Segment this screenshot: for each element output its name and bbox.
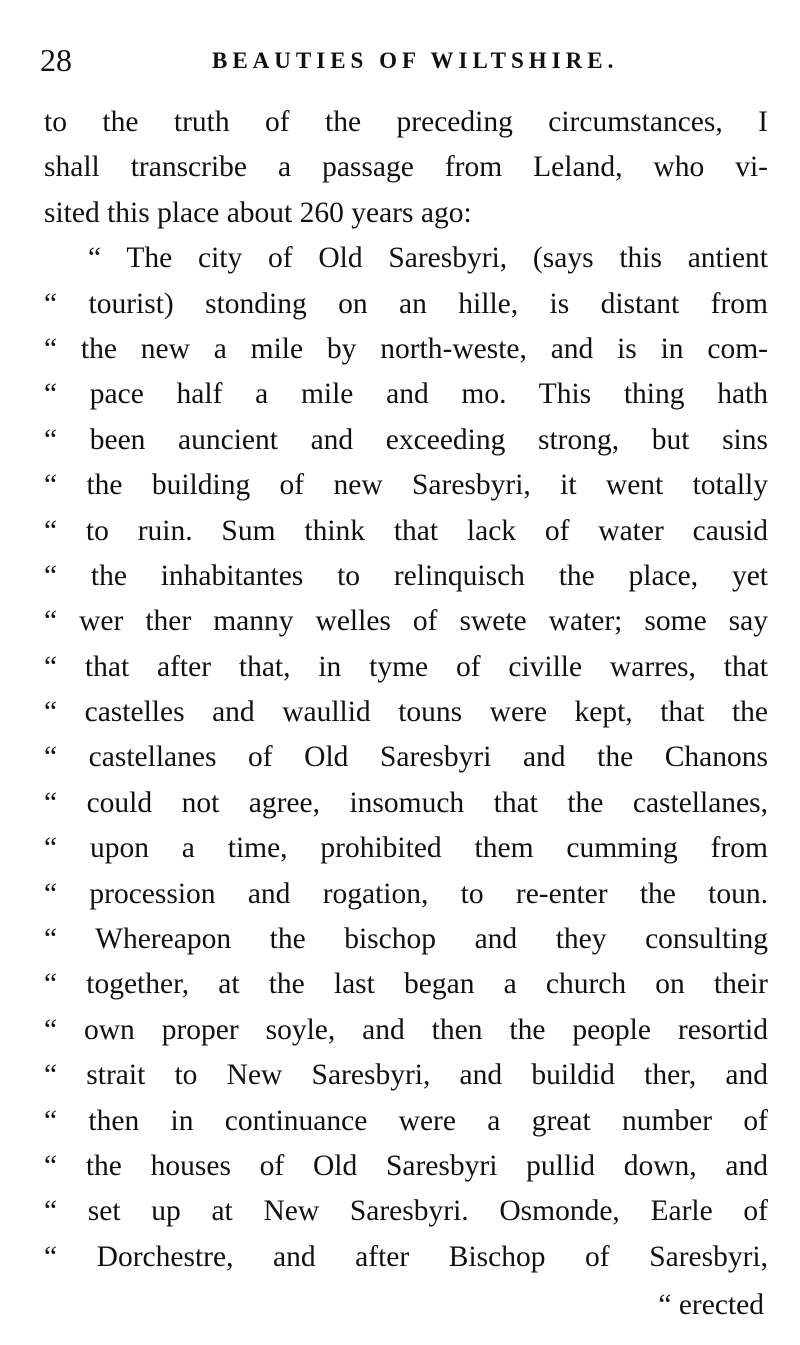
text-line: “ castellanes of Old Saresbyri and the Chanons <box>44 741 768 774</box>
text-line: “ the building of new Saresbyri, it went totally <box>44 469 768 502</box>
text-line: “ set up at New Saresbyri. Osmonde, Earle of <box>44 1195 768 1228</box>
body-text <box>44 100 768 1280</box>
text-line: “ pace half a mile and mo. This thing hath <box>44 378 768 411</box>
page-number: 28 <box>40 42 72 78</box>
text-line: “ castelles and waullid touns were kept, that the <box>44 696 768 729</box>
text-line: “ Whereapon the bischop and they consulting <box>44 923 768 956</box>
text-line: “ could not agree, insomuch that the castellanes, <box>44 786 768 819</box>
text-line: sited this place about 260 years ago: <box>44 196 472 229</box>
text-line: shall transcribe a passage from Leland, who vi- <box>44 151 768 184</box>
text-line: “ then in continuance were a great number of <box>44 1104 768 1137</box>
text-line: “ the inhabitantes to relinquisch the place, yet <box>44 559 768 592</box>
text-line: “ tourist) stonding on an hille, is distant from <box>44 287 768 320</box>
text-line: “ the houses of Old Saresbyri pullid down, and <box>44 1149 768 1182</box>
text-line: “ upon a time, prohibited them cumming from <box>44 832 768 865</box>
text-line: “ own proper soyle, and then the people resortid <box>44 1013 768 1046</box>
catchword: “ erected <box>658 1289 764 1321</box>
text-line: “ Dorchestre, and after Bischop of Saresbyri, <box>44 1240 768 1273</box>
page-header <box>40 40 770 84</box>
text-line: “ the new a mile by north-weste, and is in com- <box>44 332 768 365</box>
text-line: “ wer ther manny welles of swete water; some say <box>44 605 768 638</box>
text-line: to the truth of the preceding circumstances, I <box>44 106 768 138</box>
text-line: “ together, at the last began a church on their <box>44 968 768 1001</box>
text-line: “ been auncient and exceeding strong, but sins <box>44 423 768 456</box>
text-line: “ strait to New Saresbyri, and buildid ther, and <box>44 1059 768 1092</box>
text-line: “ The city of Old Saresbyri, (says this antient <box>88 242 768 275</box>
text-line: “ procession and rogation, to re-enter the toun. <box>44 877 768 910</box>
running-head: BEAUTIES OF WILTSHIRE. <box>212 48 619 73</box>
text-line: “ that after that, in tyme of civille warres, that <box>44 650 768 683</box>
text-line: “ to ruin. Sum think that lack of water causid <box>44 514 768 547</box>
